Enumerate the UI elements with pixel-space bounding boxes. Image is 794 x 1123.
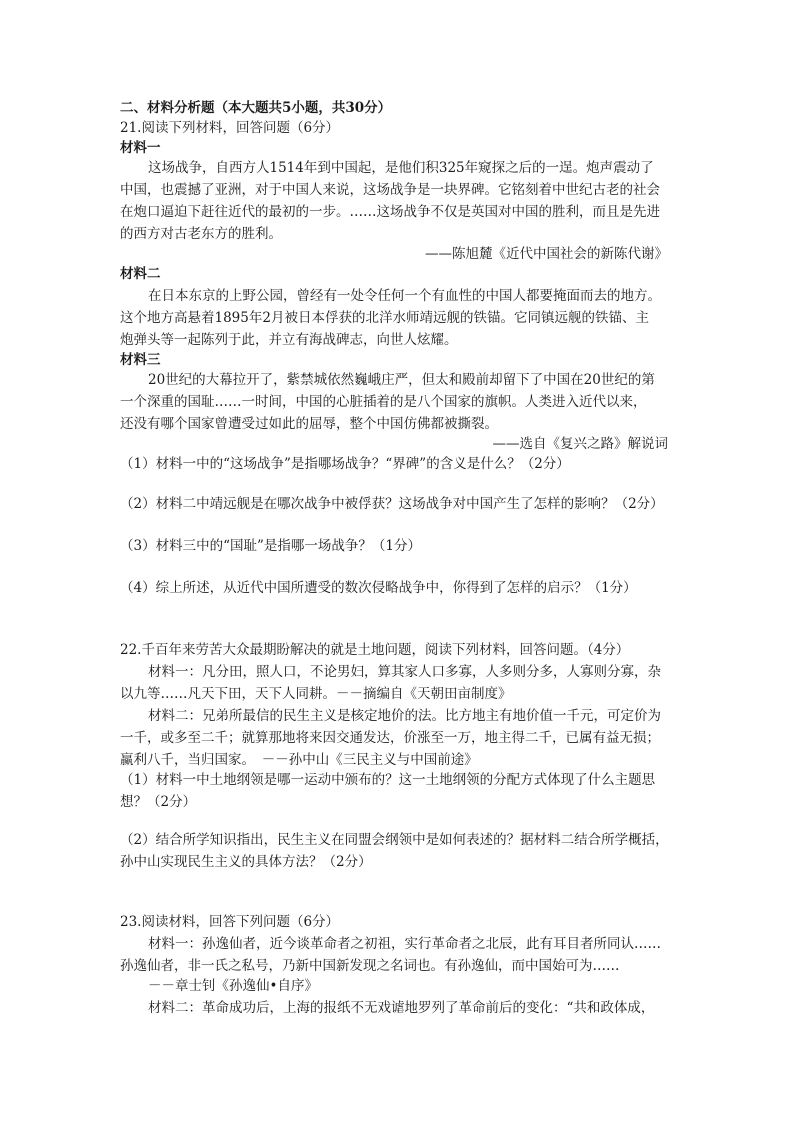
q21-material1-source: ——陈旭麓《近代中国社会的新陈代谢》 [425, 246, 668, 262]
q23-material1-line: 孙逸仙者，非一氏之私号，乃新中国新发现之名词也。有孙逸仙，而中国始可为…… [120, 958, 620, 974]
q21-material2-line: 在日本东京的上野公园，曾经有一处令任何一个有血性的中国人都要掩面而去的地方。 [148, 288, 661, 304]
q21-material1-line: 中国，也震撼了亚洲，对于中国人来说，这场战争是一块界碑。它铭刻着中世纪古老的社会 [120, 182, 660, 198]
q22-question-2-line: 孙中山实现民生主义的具体方法？（2分） [120, 854, 372, 870]
q21-question-1: （1）材料一中的“这场战争”是指哪场战争？“界碑”的含义是什么？（2分） [120, 456, 570, 472]
q21-question-4: （4）综上所述，从近代中国所遭受的数次侵略战争中，你得到了怎样的启示？（1分） [120, 580, 637, 596]
q21-material2-label: 材料二 [120, 266, 161, 282]
q23-material1-line: 材料一：孙逸仙者，近今谈革命者之初祖，实行革命者之北辰，此有耳目者所同认…… [148, 936, 661, 952]
q22-title: 22.千百年来劳苦大众最期盼解决的就是土地问题，阅读下列材料，回答问题。（4分） [120, 642, 630, 658]
q23-material1-source: －－章士钊《孙逸仙•自序》 [148, 978, 318, 994]
q21-question-3: （3）材料三中的“国耻”是指哪一场战争？（1分） [120, 538, 421, 554]
q21-material3-line: 一个深重的国耻……一时间，中国的心脏插着的是八个国家的旗帜。人类进入近代以来， [120, 394, 647, 410]
q21-title: 21.阅读下列材料，回答问题（6分） [120, 120, 340, 136]
q21-material3-source: ——选自《复兴之路》解说词 [492, 436, 668, 452]
q21-material3-line: 20世纪的大幕拉开了，紫禁城依然巍峨庄严，但太和殿前却留下了中国在20世纪的第 [148, 372, 655, 388]
q21-material2-line: 炮弹头等一起陈列于此，并立有海战碑志，向世人炫耀。 [120, 332, 458, 348]
q22-material1-line: 以九等……凡天下田，天下人同耕。－－摘编自《天朝田亩制度》 [120, 686, 512, 702]
q21-material2-line: 这个地方高悬着1895年2月被日本俘获的北洋水师靖远舰的铁锚。它同镇远舰的铁锚、主 [120, 310, 649, 326]
q22-material2-line: 赢利八千，当归国家。 －－孙中山《三民主义与中国前途》 [120, 752, 478, 768]
q22-question-2-line: （2）结合所学知识指出，民生主义在同盟会纲领中是如何表述的？据材料二结合所学概括， [120, 832, 669, 848]
q23-title: 23.阅读材料，回答下列问题（6分） [120, 914, 340, 930]
q23-material2-line: 材料二：革命成功后，上海的报纸不无戏谑地罗列了革命前后的变化：“共和政体成， [148, 1000, 655, 1016]
q22-material2-line: 一千，或多至二千；就算那地将来因交通发达，价涨至一万，地主得二千，已属有益无损； [120, 730, 660, 746]
q22-material2-line: 材料二：兄弟所最信的民生主义是核定地价的法。比方地主有地价值一千元，可定价为 [148, 708, 661, 724]
q21-material1-label: 材料一 [120, 140, 161, 156]
q21-material3-label: 材料三 [120, 352, 161, 368]
q22-material1-line: 材料一：凡分田，照人口，不论男妇，算其家人口多寡，人多则分多，人寡则分寡，杂 [148, 664, 661, 680]
q21-material3-line: 还没有哪个国家曾遭受过如此的屈辱，整个中国仿佛都被撕裂。 [120, 416, 498, 432]
section-title: 二、材料分析题（本大题共5小题，共30分） [120, 100, 392, 116]
q21-material1-line: 在炮口逼迫下赶往近代的最初的一步。……这场战争不仅是英国对中国的胜利，而且是先进 [120, 204, 660, 220]
q21-question-2: （2）材料二中靖远舰是在哪次战争中被俘获？这场战争对中国产生了怎样的影响？（2分） [120, 496, 664, 512]
q21-material1-line: 的西方对古老东方的胜利。 [120, 226, 282, 242]
q22-question-1-line: 想？（2分） [120, 794, 197, 810]
q21-material1-line: 这场战争，自西方人1514年到中国起，是他们积325年窥探之后的一逞。炮声震动了 [148, 160, 654, 176]
q22-question-1-line: （1）材料一中土地纲领是哪一运动中颁布的？这一土地纲领的分配方式体现了什么主题思 [120, 772, 656, 788]
